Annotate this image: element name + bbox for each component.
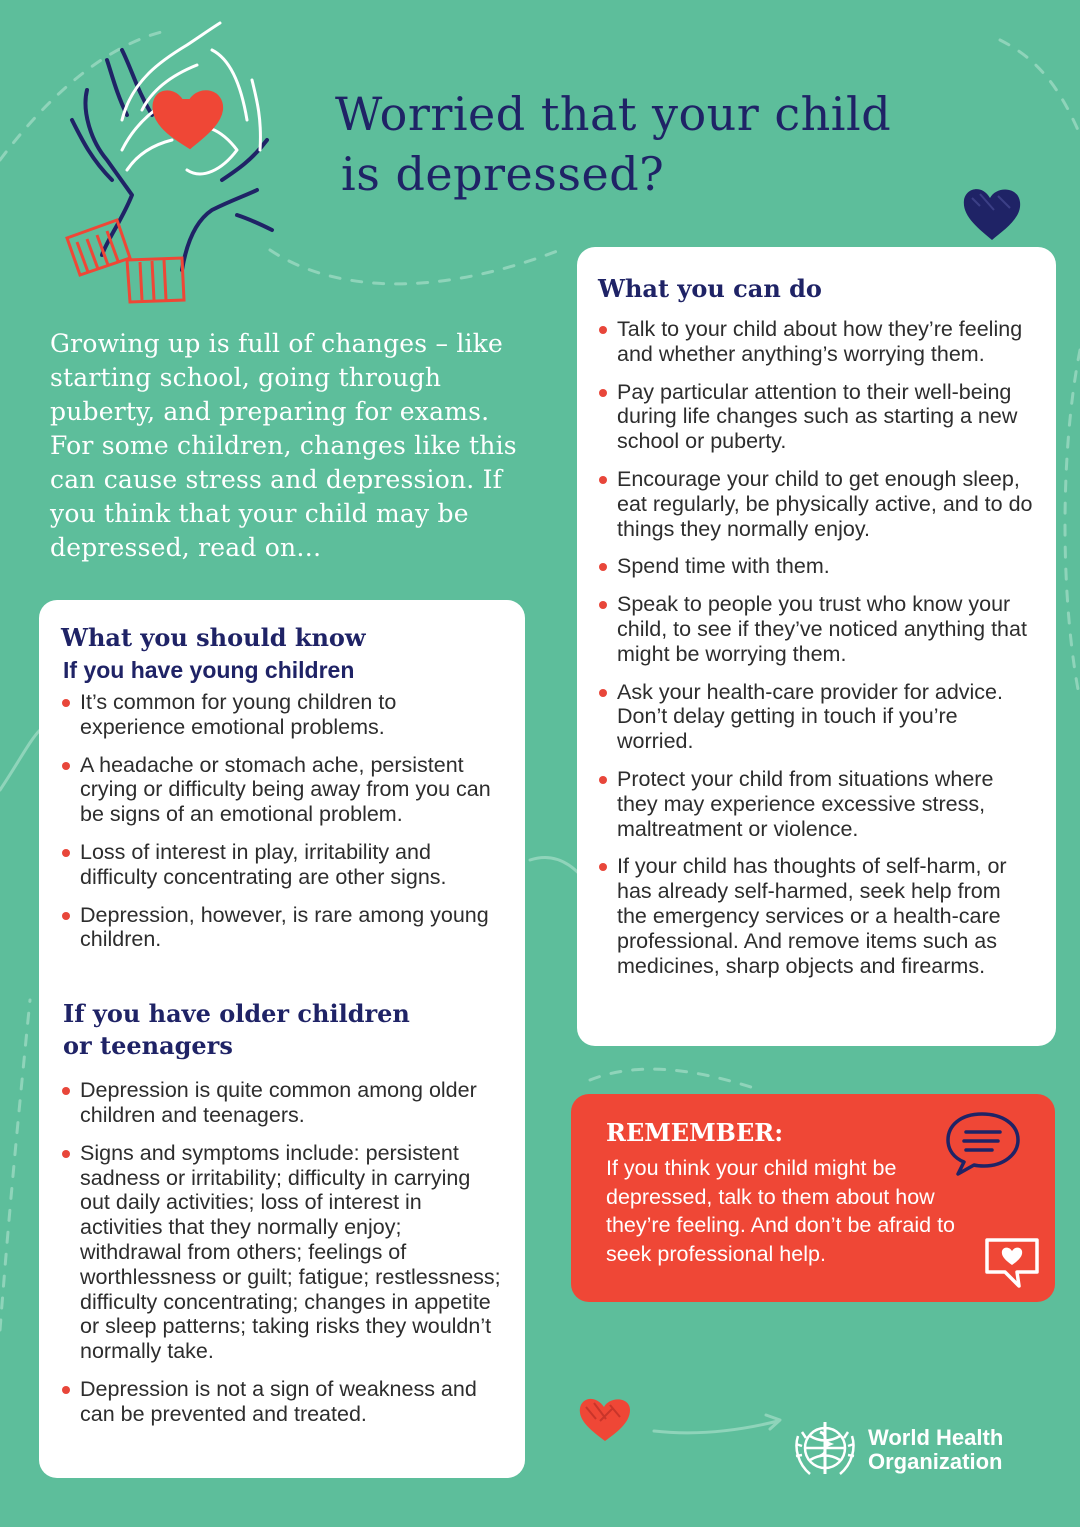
young-children-list [61,690,503,952]
who-name [868,1426,1003,1474]
list-item: Depression, however, is rare among young children. [61,903,503,953]
title-line-2: is depressed? [341,147,665,201]
young-children-heading: If you have young children [63,657,355,683]
know-card [39,600,525,1478]
list-item: Encourage your child to get enough sleep, eat regularly, be physically active, and to do things they normally enjoy. [598,467,1036,541]
list-item: Depression is not a sign of weakness and can be prevented and treated. [61,1377,503,1427]
intro-text: Growing up is full of changes – like starting school, going through puberty, and preparing for exams. For some children, changes like this can cause stress and depression. If you think that your child may be depressed, read on… [50,329,517,562]
remember-box [571,1094,1055,1302]
page-title [335,84,891,204]
heart-bubble-icon [981,1234,1043,1292]
list-item: Loss of interest in play, irritability and difficulty concentrating are other signs. [61,840,503,890]
list-item: Talk to your child about how they’re feeling and whether anything’s worrying them. [598,317,1036,367]
who-emblem-icon [790,1418,860,1482]
who-name-line-2: Organization [868,1449,1003,1474]
remember-title: REMEMBER: [606,1118,784,1147]
remember-text: If you think your child might be depressed, talk to them about how they’re feeling. And don’t be afraid to seek professional help. [606,1156,956,1266]
do-list [598,317,1036,978]
list-item: Spend time with them. [598,554,1036,579]
do-card [577,247,1056,1046]
list-item: It’s common for young children to experience emotional problems. [61,690,503,740]
who-name-line-1: World Health [868,1425,1004,1450]
navy-heart-icon [960,182,1024,244]
know-heading: What you should know [61,623,366,652]
list-item: Speak to people you trust who know your child, to see if they’ve noticed anything that might be worrying them. [598,592,1036,666]
list-item: Pay particular attention to their well-being during life changes such as starting a new school or puberty. [598,380,1036,454]
title-line-1: Worried that your child [335,87,892,141]
list-item: Ask your health-care provider for advice. Don’t delay getting in touch if you’re worried. [598,680,1036,754]
red-heart-icon [576,1393,634,1445]
hands-heart-icon [62,20,292,305]
list-item: Signs and symptoms include: persistent sadness or irritability; difficulty in carrying out daily activities; loss of interest in activities that they normally enjoy; withdrawal from others; feelings of worthlessness or guilt; fatigue; restlessness; difficulty concentrating; changes in appetite or sleep patterns; taking risks they wouldn’t normally take. [61,1141,503,1364]
list-item: If your child has thoughts of self-harm, or has already self-harmed, seek help from the emergency services or a health-care professional. And remove items such as medicines, sharp objects and firearms. [598,854,1036,978]
list-item: Depression is quite common among older children and teenagers. [61,1078,503,1128]
do-heading: What you can do [598,274,822,303]
list-item: A headache or stomach ache, persistent crying or difficulty being away from you can be signs of an emotional problem. [61,753,503,827]
speech-bubble-icon [944,1110,1022,1176]
older-children-heading: If you have older children or teenagers [63,999,410,1061]
list-item: Protect your child from situations where they may experience excessive stress, maltreatment or violence. [598,767,1036,841]
older-children-list [61,1078,503,1426]
arrow-doodle-icon [650,1405,790,1445]
who-logo [790,1418,1003,1482]
